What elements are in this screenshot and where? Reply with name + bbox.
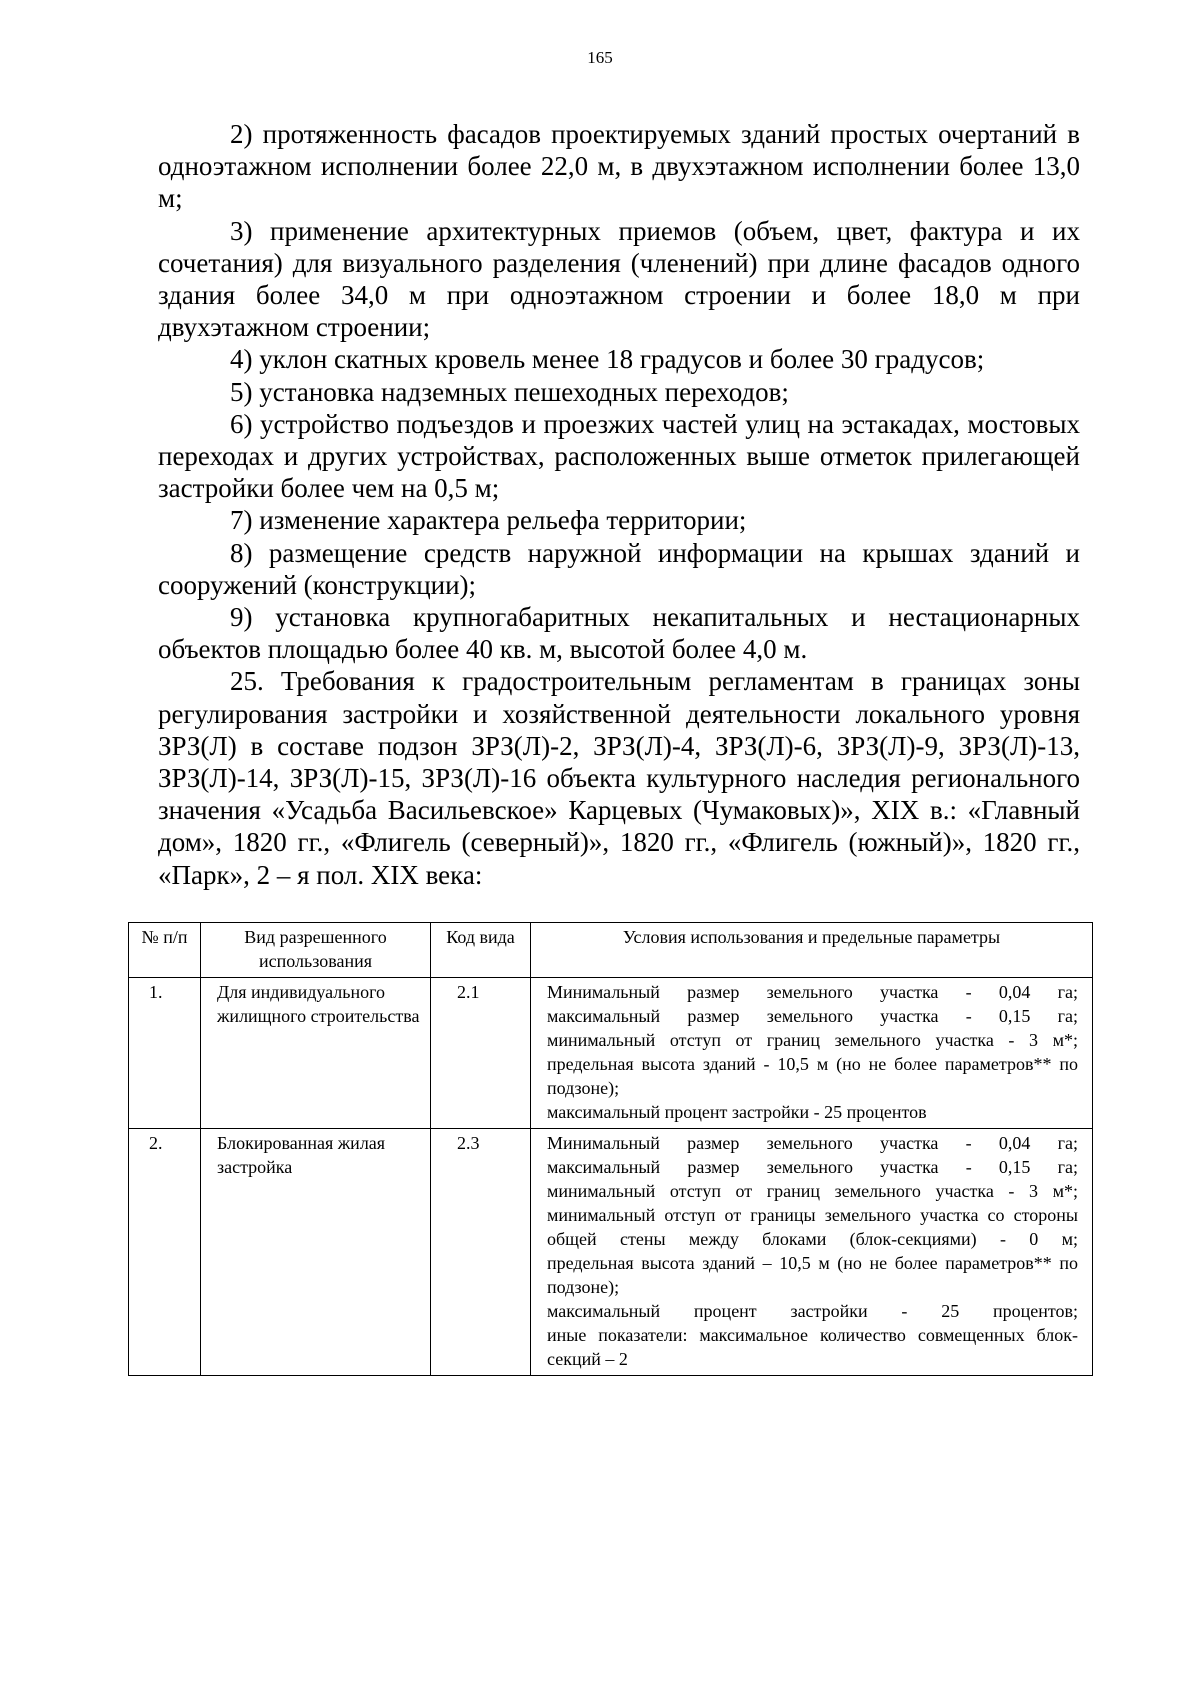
condition-line: максимальный размер земельного участка - 0,15 га; — [547, 1006, 1078, 1026]
row-use-type: Для индивидуального жилищного строительства — [201, 978, 431, 1129]
condition-line: максимальный процент застройки - 25 процентов; — [547, 1301, 1078, 1321]
paragraph-item-9: 9) установка крупногабаритных некапитальных и нестационарных объектов площадью более 40 кв. м, высотой более 4,0 м. — [158, 602, 1080, 665]
paragraph-item-7: 7) изменение характера рельефа территории; — [230, 505, 747, 536]
condition-line: предельная высота зданий - 10,5 м (но не более параметров** по подзоне); — [547, 1054, 1078, 1098]
paragraph-item-3: 3) применение архитектурных приемов (объем, цвет, фактура и их сочетания) для визуального разделения (членений) при длине фасадов одного здания более 34,0 м при одноэтажном строении и более 18,0 м при двухэтажном строении; — [158, 215, 1080, 343]
row-code: 2.3 — [431, 1129, 531, 1376]
paragraph-item-8: 8) размещение средств наружной информации на крышах зданий и сооружений (конструкции); — [158, 537, 1080, 600]
condition-line: предельная высота зданий – 10,5 м (но не более параметров** по подзоне); — [547, 1253, 1078, 1297]
paragraph-item-6: 6) устройство подъездов и проезжих частей улиц на эстакадах, мостовых переходах и других устройствах, расположенных выше отметок прилегающей застройки более чем на 0,5 м; — [158, 408, 1080, 504]
paragraph-item-4: 4) уклон скатных кровель менее 18 градусов и более 30 градусов; — [230, 344, 985, 375]
header-code: Код вида — [431, 923, 531, 978]
paragraph-item-2: 2) протяженность фасадов проектируемых зданий простых очертаний в одноэтажном исполнении более 22,0 м, в двухэтажном исполнении более 13,0 м; — [158, 119, 1080, 214]
condition-line: Минимальный размер земельного участка - 0,04 га; — [547, 982, 1078, 1002]
condition-line: минимальный отступ от границ земельного участка - 3 м*; — [547, 1030, 1078, 1050]
regulations-table-wrapper — [128, 922, 1092, 1376]
header-use-type: Вид разрешенного использования — [201, 923, 431, 978]
table-row — [129, 1129, 1093, 1376]
paragraph-item-5: 5) установка надземных пешеходных переходов; — [230, 376, 789, 407]
row-use-type: Блокированная жилая застройка — [201, 1129, 431, 1376]
condition-line: минимальный отступ от границы земельного участка со стороны общей стены между блоками (блок-секциями) - 0 м; — [547, 1205, 1078, 1249]
condition-line: минимальный отступ от границ земельного участка - 3 м*; — [547, 1181, 1078, 1201]
row-number: 1. — [129, 978, 201, 1129]
condition-line: Минимальный размер земельного участка - 0,04 га; — [547, 1133, 1078, 1153]
header-number: № п/п — [129, 923, 201, 978]
row-code: 2.1 — [431, 978, 531, 1129]
row-conditions — [531, 978, 1093, 1129]
row-conditions — [531, 1129, 1093, 1376]
condition-line: максимальный процент застройки - 25 процентов — [547, 1102, 927, 1122]
condition-line: иные показатели: максимальное количество совмещенных блок-секций – 2 — [547, 1325, 1078, 1369]
row-number: 2. — [129, 1129, 201, 1376]
paragraph-section-25: 25. Требования к градостроительным регламентам в границах зоны регулирования застройки и хозяйственной деятельности локального уровня ЗРЗ(Л) в составе подзон ЗРЗ(Л)-2, ЗРЗ(Л)-4, ЗРЗ(Л)-6, ЗРЗ(Л)-9, ЗРЗ(Л)-13, ЗРЗ(Л)-14, ЗРЗ(Л)-15, ЗРЗ(Л)-16 объекта культурного наследия регионального значения «Усадьба Васильевское» Карцевых (Чумаковых)», XIX в.: «Главный дом», 1820 гг., «Флигель (северный)», 1820 гг., «Флигель (южный)», 1820 гг., «Парк», 2 – я пол. XIX века: — [158, 666, 1080, 890]
regulations-table — [128, 922, 1093, 1376]
condition-line: максимальный размер земельного участка - 0,15 га; — [547, 1157, 1078, 1177]
page-number: 165 — [587, 48, 613, 67]
table-header-row — [129, 923, 1093, 978]
body-text — [158, 118, 1080, 891]
table-row — [129, 978, 1093, 1129]
header-conditions: Условия использования и предельные параметры — [531, 923, 1093, 978]
